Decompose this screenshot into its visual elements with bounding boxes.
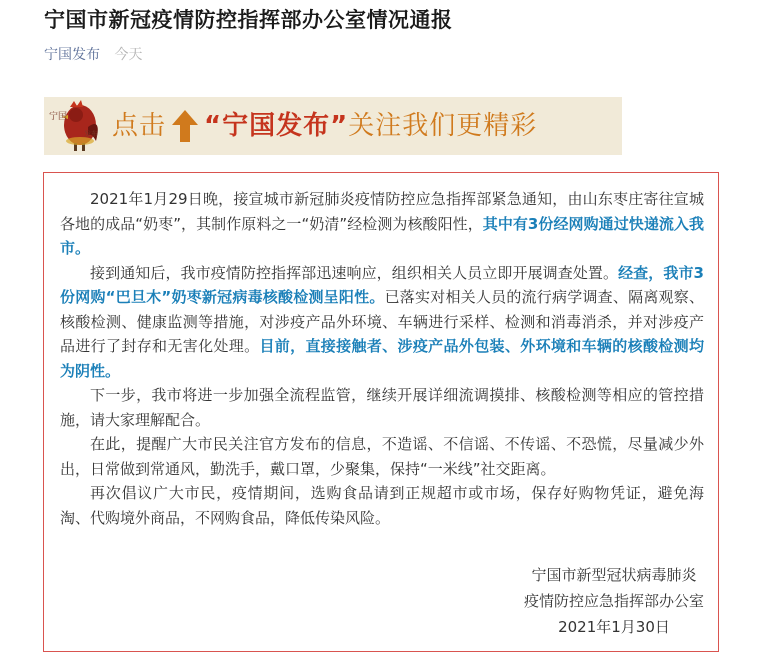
publish-date: 今天 <box>114 47 143 63</box>
logo-text-bottom: 发布 <box>84 130 98 138</box>
article-meta <box>44 45 142 65</box>
article-body <box>43 172 719 652</box>
signature-block <box>524 562 704 640</box>
account-name-link[interactable]: 宁国发布 <box>44 47 100 63</box>
banner-text <box>112 107 537 154</box>
paragraph-2-text-2: 已落实对相关人员的流行病学调查、隔离观察、核酸检测、健康监测等措施，对涉疫产品外环境、车辆进行采样、检测和消毒消杀，并对涉疫产品进行了封存和无害化处理。 <box>60 288 704 355</box>
rooster-logo-icon <box>44 97 112 155</box>
paragraph-3: 下一步，我市将进一步加强全流程监管，继续开展详细流调摸排、核酸检测等相应的管控措施，请大家理解配合。 <box>60 386 704 429</box>
banner-account-text: “宁国发布” <box>204 111 349 141</box>
paragraph-1-text: 2021年1月29日晚，接宣城市新冠肺炎疫情防控应急指挥部紧急通知，由山东枣庄寄往宣城各地的成品“奶枣”，其制作原料之一“奶清”经检测为核酸阳性， <box>60 190 704 233</box>
paragraph-2-highlight-2: 目前，直接接触者、涉疫产品外包装、外环境和车辆的核酸检测均为阴性。 <box>60 337 704 380</box>
banner-click-text: 点击 <box>112 111 167 141</box>
paragraph-5: 再次倡议广大市民，疫情期间，选购食品请到正规超市或市场，保存好购物凭证，避免海淘、代购境外商品，不网购食品，降低传染风险。 <box>60 484 704 527</box>
logo-text-top: 宁国 <box>49 112 68 122</box>
paragraph-1 <box>60 187 704 261</box>
paragraph-1-highlight: 其中有3份经网购通过快递流入我市。 <box>60 214 704 257</box>
signature-line-2: 疫情防控应急指挥部办公室 <box>523 592 704 610</box>
paragraph-2-text-1: 接到通知后，我市疫情防控指挥部迅速响应，组织相关人员立即开展调查处置。 <box>90 263 619 282</box>
paragraph-4: 在此，提醒广大市民关注官方发布的信息，不造谣、不信谣、不传谣、不恐慌，尽量减少外出，日常做到常通风，勤洗手，戴口罩，少聚集，保持“一米线”社交距离。 <box>60 435 704 478</box>
paragraph-2-highlight-1: 经查，我市3份网购“巴旦木”奶枣新冠病毒核酸检测呈阳性。 <box>60 263 704 306</box>
signature-line-1: 宁国市新型冠状病毒肺炎 <box>531 566 697 584</box>
banner-follow-text: 关注我们更精彩 <box>348 111 538 141</box>
paragraph-2 <box>60 261 704 384</box>
follow-banner[interactable] <box>44 97 622 155</box>
ningguo-logo <box>44 97 112 155</box>
up-arrow-icon <box>170 109 200 154</box>
article-title: 宁国市新冠疫情防控指挥部办公室情况通报 <box>44 8 453 32</box>
signature-date: 2021年1月30日 <box>558 618 670 636</box>
